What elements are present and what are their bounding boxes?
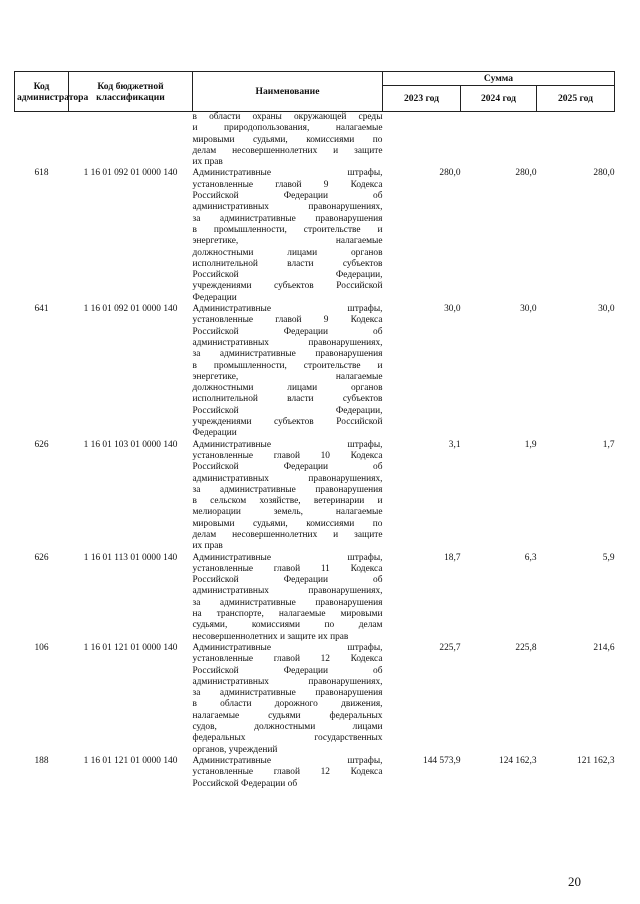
name-line: Административные штрафы, <box>192 552 383 563</box>
name-line: административных правонарушениях, <box>192 586 383 597</box>
name-cell <box>193 643 383 756</box>
name-line: должностными лицами органов <box>192 383 383 394</box>
name-line: за административные правонарушения <box>192 484 383 495</box>
sum-2024-cell: 280,0 <box>515 168 537 179</box>
admin-code-cell: 641 <box>34 304 49 315</box>
sum-2024-cell: 6,3 <box>524 552 537 563</box>
name-line: за административные правонарушения <box>192 688 383 699</box>
name-line: судов, должностными лицами <box>192 722 383 733</box>
table-row <box>15 168 615 304</box>
name-line: энергетике, налагаемые <box>192 371 383 382</box>
name-line: Федерации <box>192 428 237 439</box>
name-line: делам несовершеннолетних и защите <box>192 529 383 540</box>
name-line: административных правонарушениях, <box>192 337 383 348</box>
name-cell <box>193 168 383 304</box>
name-cell <box>193 756 383 790</box>
year-2023-header: 2023 год <box>383 86 461 112</box>
sum-2024-cell: 30,0 <box>520 304 537 315</box>
name-line: Федерации <box>192 292 237 303</box>
name-line: за административные правонарушения <box>192 213 383 224</box>
name-line: должностными лицами органов <box>192 247 383 258</box>
kbk-code-cell: 1 16 01 113 01 0000 140 <box>83 552 178 563</box>
name-line: Российской Федерации, <box>192 270 383 281</box>
name-line: установленные главой 9 Кодекса <box>192 315 383 326</box>
name-line: Российской Федерации об <box>192 191 383 202</box>
name-line: Российской Федерации об <box>192 575 383 586</box>
name-line: Административные штрафы, <box>192 755 383 766</box>
sum-2025-cell: 1,7 <box>602 439 615 450</box>
name-line: мировыми судьями, комиссиями по <box>192 518 383 529</box>
year-2025-header: 2025 год <box>537 86 615 112</box>
table-row <box>15 756 615 790</box>
name-line: в промышленности, строительстве и <box>192 360 383 371</box>
name-line: за административные правонарушения <box>192 597 383 608</box>
name-line: Российской Федерации, <box>192 405 383 416</box>
sum-2024-cell: 225,8 <box>515 642 537 653</box>
sum-2024-cell <box>461 112 537 169</box>
name-line: Российской Федерации об <box>192 778 298 789</box>
sum-2023-cell: 144 573,9 <box>423 755 461 766</box>
sum-header: Сумма <box>383 72 615 86</box>
name-line: и природопользования, налагаемые <box>192 123 383 134</box>
name-line: установленные главой 10 Кодекса <box>192 450 383 461</box>
year-2024-header: 2024 год <box>461 86 537 112</box>
admin-code-cell: 106 <box>34 642 49 653</box>
sum-2025-cell: 280,0 <box>593 168 615 179</box>
name-line: Административные штрафы, <box>192 439 383 450</box>
name-line: судьями, комиссиями по делам <box>192 620 383 631</box>
kbk-code-cell: 1 16 01 121 01 0000 140 <box>83 642 178 653</box>
sum-2025-cell: 30,0 <box>598 304 615 315</box>
name-cell <box>193 553 383 643</box>
name-line: исполнительной власти субъектов <box>192 258 383 269</box>
sum-2025-cell: 121 162,3 <box>577 755 615 766</box>
name-line: в области охраны окружающей среды <box>192 112 383 122</box>
table-body <box>15 112 615 790</box>
kbk-code-cell: 1 16 01 092 01 0000 140 <box>83 304 178 315</box>
name-line: за административные правонарушения <box>192 349 383 360</box>
table-row <box>15 304 615 440</box>
sum-2023-cell: 3,1 <box>448 439 461 450</box>
name-line: Административные штрафы, <box>192 168 383 179</box>
name-line: административных правонарушениях, <box>192 676 383 687</box>
name-line: установленные главой 11 Кодекса <box>192 563 383 574</box>
name-line: несовершеннолетних и защите их прав <box>192 631 349 642</box>
sum-2023-cell: 280,0 <box>439 168 461 179</box>
table-header <box>15 72 615 112</box>
kbk-code-cell: 1 16 01 092 01 0000 140 <box>83 168 178 179</box>
name-line: установленные главой 9 Кодекса <box>192 179 383 190</box>
name-line: в области дорожного движения, <box>192 699 383 710</box>
name-line: административных правонарушениях, <box>192 202 383 213</box>
sum-2024-cell: 1,9 <box>524 439 537 450</box>
sum-2023-cell <box>383 112 461 169</box>
table-row <box>15 643 615 756</box>
name-line: административных правонарушениях, <box>192 473 383 484</box>
admin-code-header: Код администратора <box>15 72 69 112</box>
name-line: их прав <box>192 157 223 168</box>
sum-2025-cell <box>537 112 615 169</box>
sum-2025-cell: 214,6 <box>593 642 615 653</box>
name-line: в промышленности, строительстве и <box>192 224 383 235</box>
name-line: органов, учреждений <box>192 744 278 755</box>
name-line: Административные штрафы, <box>192 304 383 315</box>
table-row <box>15 112 615 169</box>
page-number: 20 <box>568 874 581 889</box>
sum-2023-cell: 18,7 <box>444 552 461 563</box>
name-line: Российской Федерации об <box>192 462 383 473</box>
name-line: учреждениями субъектов Российской <box>192 281 383 292</box>
table-row <box>15 553 615 643</box>
name-header: Наименование <box>193 72 383 112</box>
name-line: установленные главой 12 Кодекса <box>192 767 383 778</box>
admin-code-cell: 618 <box>34 168 49 179</box>
name-cell <box>193 440 383 553</box>
admin-code-cell <box>15 112 69 169</box>
admin-code-cell: 626 <box>34 552 49 563</box>
name-line: федеральных государственных <box>192 733 383 744</box>
sum-2023-cell: 225,7 <box>439 642 461 653</box>
name-line: в сельском хозяйстве, ветеринарии и <box>192 496 383 507</box>
kbk-code-cell <box>69 112 193 169</box>
kbk-code-cell: 1 16 01 103 01 0000 140 <box>83 439 178 450</box>
name-line: исполнительной власти субъектов <box>192 394 383 405</box>
name-line: Административные штрафы, <box>192 642 383 653</box>
kbk-code-header: Код бюджетной классификации <box>69 72 193 112</box>
name-line: учреждениями субъектов Российской <box>192 417 383 428</box>
budget-table <box>14 71 615 790</box>
admin-code-cell: 626 <box>34 439 49 450</box>
kbk-code-cell: 1 16 01 121 01 0000 140 <box>83 755 178 766</box>
sum-2023-cell: 30,0 <box>444 304 461 315</box>
name-cell <box>193 304 383 440</box>
name-line: энергетике, налагаемые <box>192 236 383 247</box>
table-row <box>15 440 615 553</box>
name-line: установленные главой 12 Кодекса <box>192 654 383 665</box>
name-line: их прав <box>192 541 223 552</box>
name-cell <box>193 112 383 169</box>
name-line: на транспорте, налагаемые мировыми <box>192 609 383 620</box>
name-line: мировыми судьями, комиссиями по <box>192 134 383 145</box>
name-line: Российской Федерации об <box>192 326 383 337</box>
name-line: Российской Федерации об <box>192 665 383 676</box>
sum-2024-cell: 124 162,3 <box>499 755 537 766</box>
sum-2025-cell: 5,9 <box>602 552 615 563</box>
admin-code-cell: 188 <box>34 755 49 766</box>
name-line: делам несовершеннолетних и защите <box>192 145 383 156</box>
name-line: налагаемые судьями федеральных <box>192 710 383 721</box>
name-line: мелиорации земель, налагаемые <box>192 507 383 518</box>
